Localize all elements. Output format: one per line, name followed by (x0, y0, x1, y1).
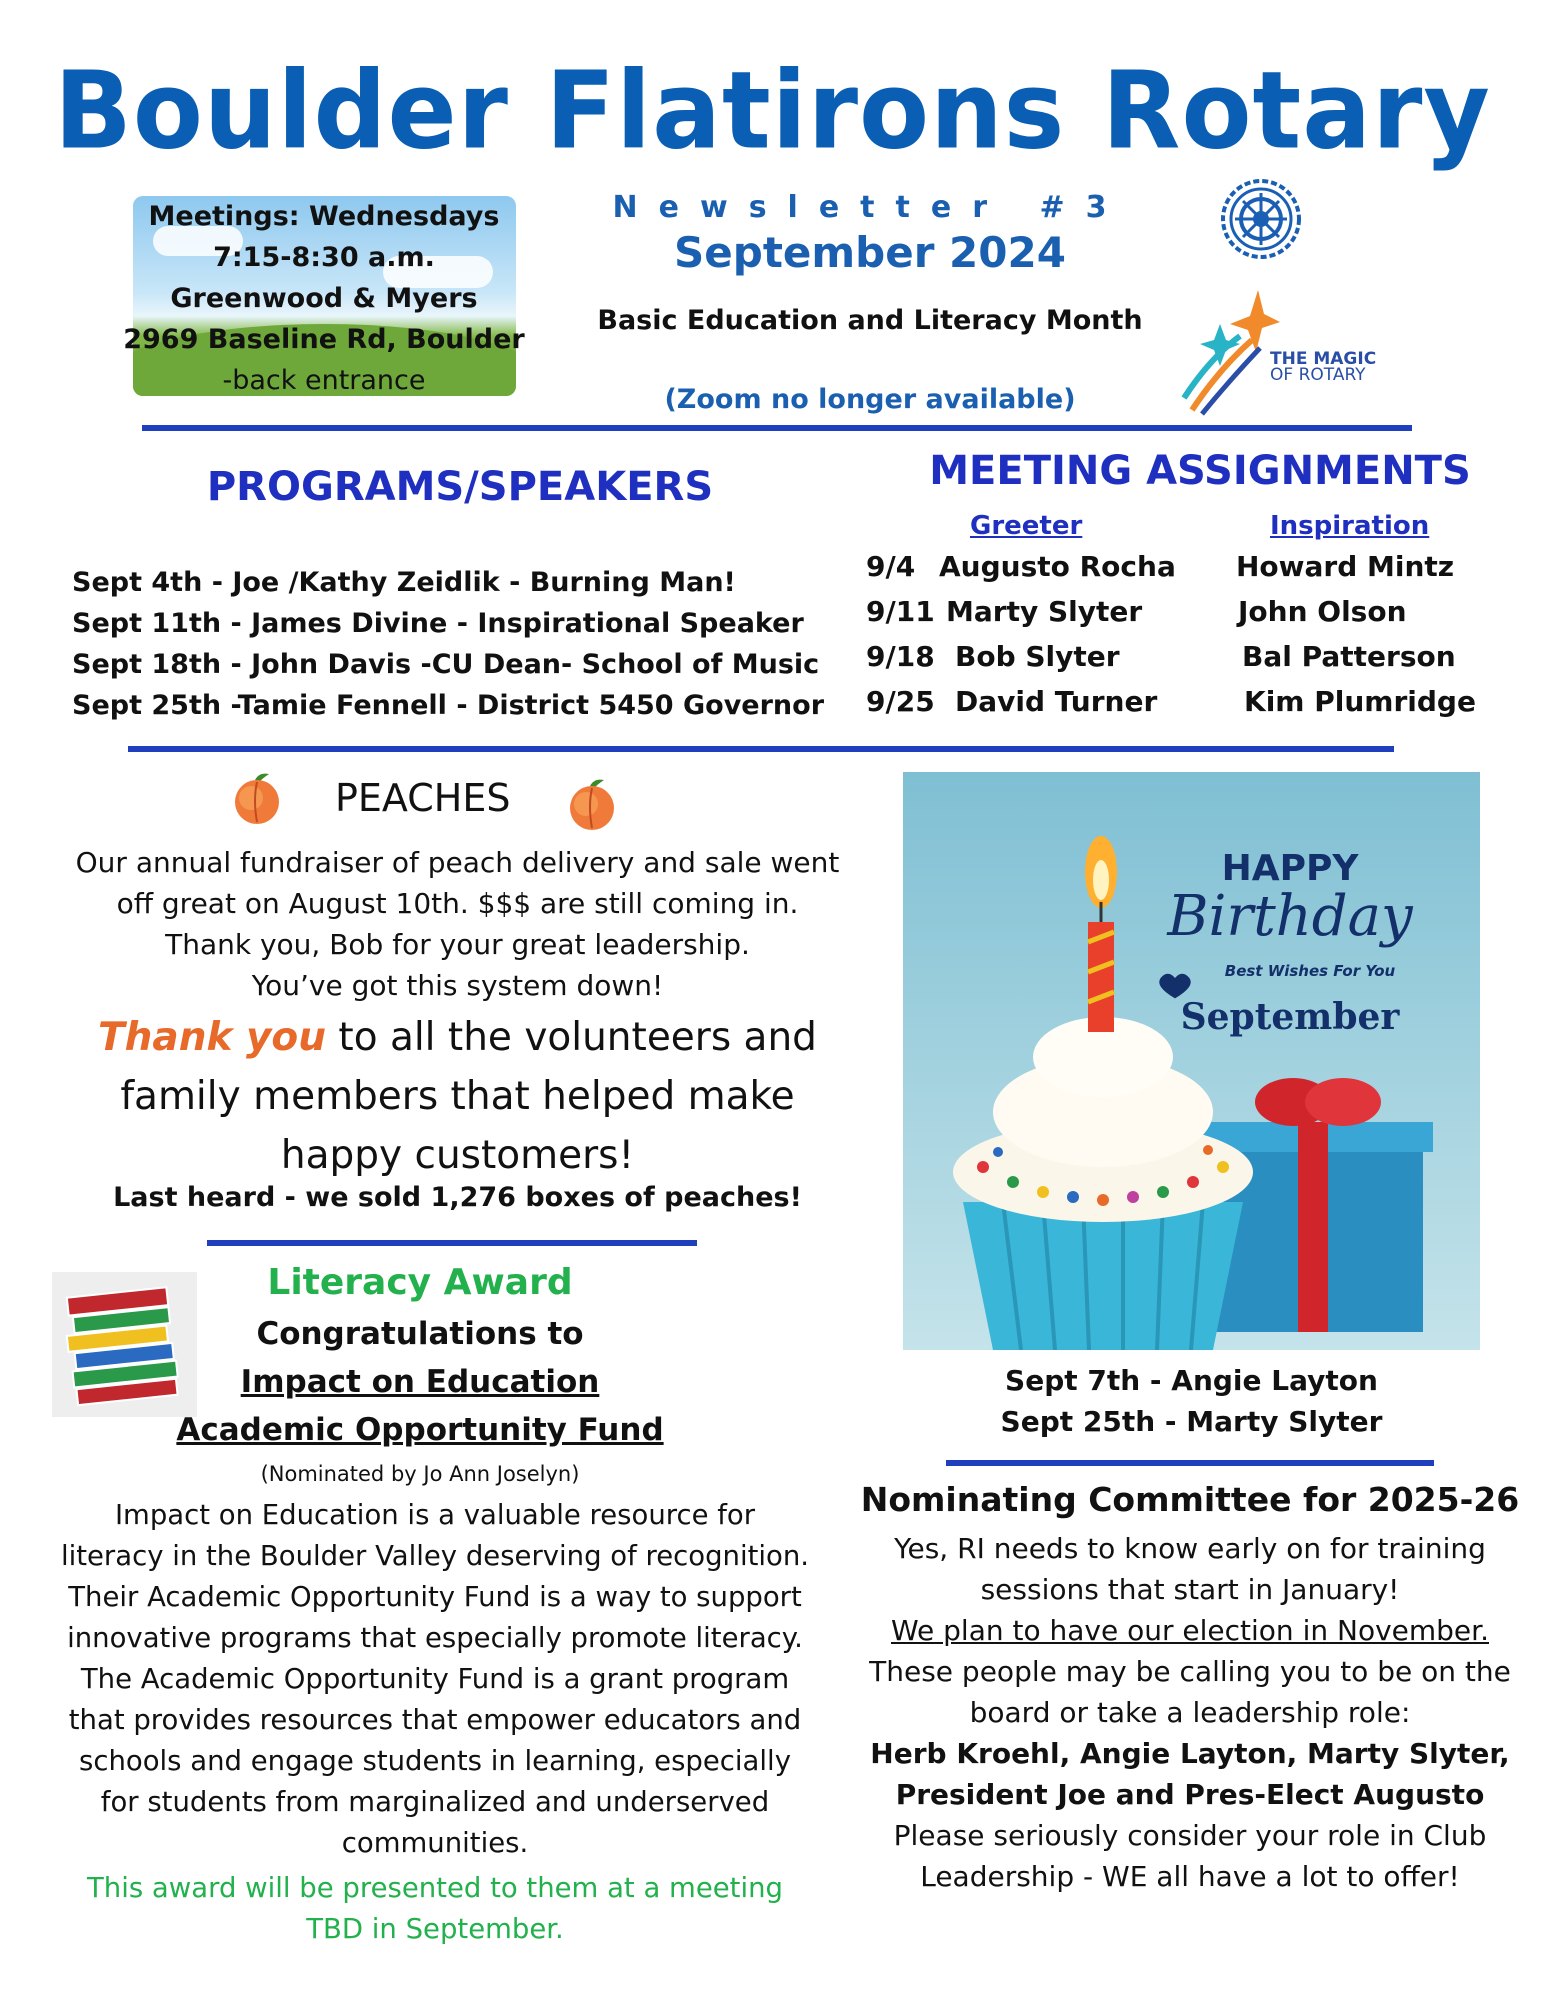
birthday-item: Sept 7th - Angie Layton (1005, 1364, 1378, 1397)
card-birthday: Birthday (1167, 884, 1413, 949)
assignment-greeter: David Turner (955, 685, 1158, 718)
inspiration-header: Inspiration (1270, 511, 1430, 541)
birthday-list (903, 1360, 1480, 1442)
meeting-info (118, 196, 530, 401)
assignment-date: 9/18 (866, 640, 935, 673)
assignment-inspiration: John Olson (1238, 595, 1407, 628)
assignment-greeter: Bob Slyter (955, 640, 1120, 673)
assignment-date: 9/11 (866, 595, 935, 628)
meeting-venue: Greenwood & Myers (170, 283, 478, 314)
literacy-body: Impact on Education is a valuable resource for literacy in the Boulder Valley deserving of recognition. Their Academic Opportunity Fund is a way to support innovative programs that especially promote literacy. The Academic Opportunity Fund is a grant program that provides resources that empower educators and schools and engage students in learning, especially for students from marginalized and underserved communities. (60, 1499, 810, 1859)
literacy-org: Impact on Education (240, 1364, 600, 1400)
month-theme: Basic Education and Literacy Month (597, 305, 1143, 336)
magic-logo-text: THE MAGIC OF ROTARY (1270, 349, 1377, 385)
assignment-greeter: Augusto Rocha (939, 550, 1176, 583)
literacy-fund: Academic Opportunity Fund (176, 1412, 664, 1448)
divider (142, 425, 1412, 431)
assignment-inspiration: Howard Mintz (1236, 550, 1455, 583)
meeting-day: Meetings: Wednesdays (148, 201, 500, 232)
newsletter-title: Boulder Flatirons Rotary (54, 49, 1491, 174)
newsletter-month: September 2024 (674, 228, 1066, 277)
meeting-time: 7:15-8:30 a.m. (213, 242, 435, 273)
peaches-sold: Last heard - we sold 1,276 boxes of peaches! (113, 1182, 802, 1213)
nominating-heading: Nominating Committee for 2025-26 (860, 1480, 1520, 1519)
zoom-notice: (Zoom no longer available) (664, 384, 1076, 415)
birthday-item: Sept 25th - Marty Slyter (1000, 1405, 1383, 1438)
divider (946, 1460, 1434, 1466)
assignment-date: 9/4 (866, 550, 916, 583)
magic-of-rotary-logo (1180, 288, 1280, 416)
greeter-header: Greeter (970, 511, 1083, 541)
assignments-heading: MEETING ASSIGNMENTS (929, 448, 1471, 494)
assignment-inspiration: Bal Patterson (1242, 640, 1456, 673)
peach-icon (560, 776, 624, 832)
peaches-thanks: Thank you to all the volunteers and family members that helped make happy customers! (98, 1015, 817, 1178)
card-wishes: Best Wishes For You (1224, 962, 1396, 980)
divider (207, 1240, 697, 1246)
program-item: Sept 25th -Tamie Fennell - District 5450 Governor (72, 690, 825, 721)
meeting-address: 2969 Baseline Rd, Boulder (123, 324, 525, 355)
rotary-wheel-icon (1218, 176, 1304, 262)
peaches-heading: PEACHES (335, 776, 511, 820)
meeting-entrance: -back entrance (222, 365, 426, 396)
program-item: Sept 18th - John Davis -CU Dean- School of Music (72, 649, 820, 680)
nominating-body: Yes, RI needs to know early on for training sessions that start in January! We plan to have our election in November. These people may be calling you to be on the board or take a leadership role: Herb Kroehl, Angie Layton, Marty Slyter, President Joe and Pres-Elect Augusto Please seriously consider your role in Club Leadership - WE all have a lot to offer! (869, 1532, 1511, 1893)
thank-you-emphasis: Thank you (98, 1015, 326, 1060)
card-month: September (1180, 996, 1400, 1038)
newsletter-number: Newsletter #3 (612, 190, 1128, 225)
literacy-congrats: Congratulations to (256, 1316, 584, 1352)
peach-icon (225, 770, 289, 826)
assignment-inspiration: Kim Plumridge (1244, 685, 1476, 718)
assignment-date: 9/25 (866, 685, 935, 718)
card-happy: HAPPY (1221, 848, 1359, 889)
literacy-footer: This award will be presented to them at a meeting TBD in September. (87, 1872, 783, 1945)
divider (128, 746, 1394, 752)
program-item: Sept 4th - Joe /Kathy Zeidlik - Burning Man! (72, 567, 736, 598)
assignment-greeter: Marty Slyter (946, 595, 1143, 628)
literacy-heading: Literacy Award (267, 1262, 573, 1303)
programs-list (72, 562, 832, 726)
program-item: Sept 11th - James Divine - Inspirational Speaker (72, 608, 804, 639)
programs-heading: PROGRAMS/SPEAKERS (206, 464, 714, 510)
peaches-body: Our annual fundraiser of peach delivery and sale went off great on August 10th. $$$ are still coming in. Thank you, Bob for your great leadership. You’ve got this system down! (75, 846, 840, 1002)
literacy-nominated: (Nominated by Jo Ann Joselyn) (260, 1462, 580, 1486)
